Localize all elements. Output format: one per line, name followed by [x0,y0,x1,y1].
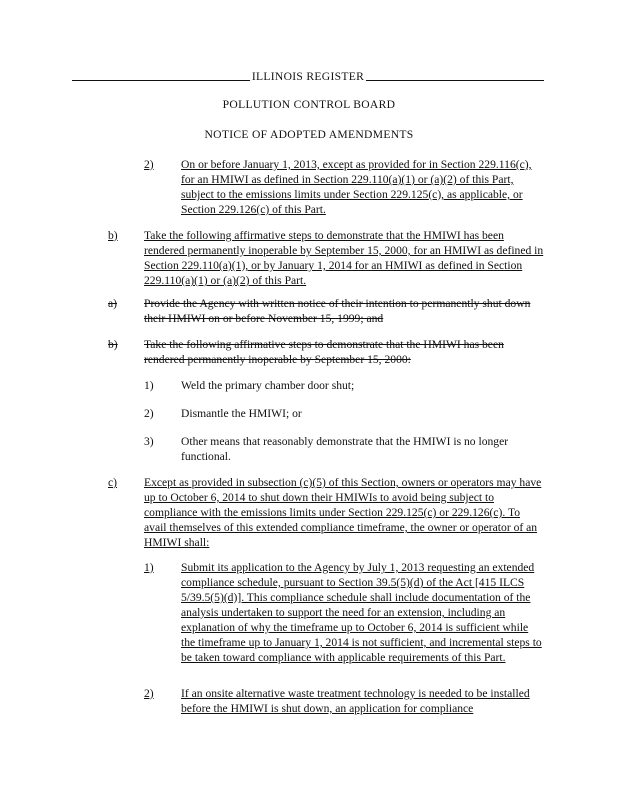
subitem-label: 3) [144,435,154,448]
board-title: POLLUTION CONTROL BOARD [222,98,396,111]
subitem-text: Dismantle the HMIWI; or [181,407,302,420]
register-title: ILLINOIS REGISTER [251,70,365,83]
item-text: Provide the Agency with written notice of their intention to permanently shut down their HMIWI on or before November 15, 1999; and [144,297,531,325]
register-header [72,69,544,83]
item-label: b) [108,229,118,242]
subitem-text: Weld the primary chamber door shut; [181,379,355,392]
subitem-text: If an onsite alternative waste treatment technology is needed to be installed before the HMIWI is shut down, an application for compliance [181,687,530,715]
subitem-text: Other means that reasonably demonstrate that the HMIWI is no longer functional. [181,435,509,463]
item-text: Take the following affirmative steps to demonstrate that the HMIWI has been rendered permanently inoperable by September 15, 2000, for an HMIWI as defined in Section 229.110(a)(1), or by January 1, 2014 for an HMIWI as defined in Section 229.110(a)(1) or (a)(2) of this Part. [144,229,544,287]
item-label: c) [108,476,118,489]
item-label: 2) [144,158,154,171]
notice-title: NOTICE OF ADOPTED AMENDMENTS [204,128,414,141]
subitem-label: 2) [144,407,154,420]
item-label: a) [108,297,118,310]
item-text: On or before January 1, 2013, except as provided for in Section 229.116(c), for an HMIWI as defined in Section 229.110(a)(1) or (a)(2) of this Part, subject to the emissions limits under Section 229.125(c), as applicable, or Section 229.126(c) of this Part. [181,158,532,216]
subitem-label: 2) [144,687,154,700]
item-label: b) [108,338,118,351]
item-text: Take the following affirmative steps to demonstrate that the HMIWI has been rendered permanently inoperable by September 15, 2000: [144,338,504,366]
subitem-label: 1) [144,561,154,574]
subitem-label: 1) [144,379,154,392]
subitem-text: Submit its application to the Agency by July 1, 2013 requesting an extended compliance schedule, pursuant to Section 39.5(5)(d) of the Act [415 ILCS 5/39.5(5)(d)]. This compliance schedule shall include documentation of the analysis undertaken to support the need for an extension, including an explanation of why the timeframe up to October 6, 2014 is sufficient while the timeframe up to January 1, 2014 is not sufficient, and incremental steps to be taken toward compliance with applicable requirements of this Part. [181,561,542,664]
item-text: Except as provided in subsection (c)(5) of this Section, owners or operators may have up to October 6, 2014 to shut down their HMIWIs to avoid being subject to compliance with the emissions limits under Section 229.125(c) or 229.126(c). To avail themselves of this extended compliance timeframe, the owner or operator of an HMIWI shall: [144,476,542,549]
